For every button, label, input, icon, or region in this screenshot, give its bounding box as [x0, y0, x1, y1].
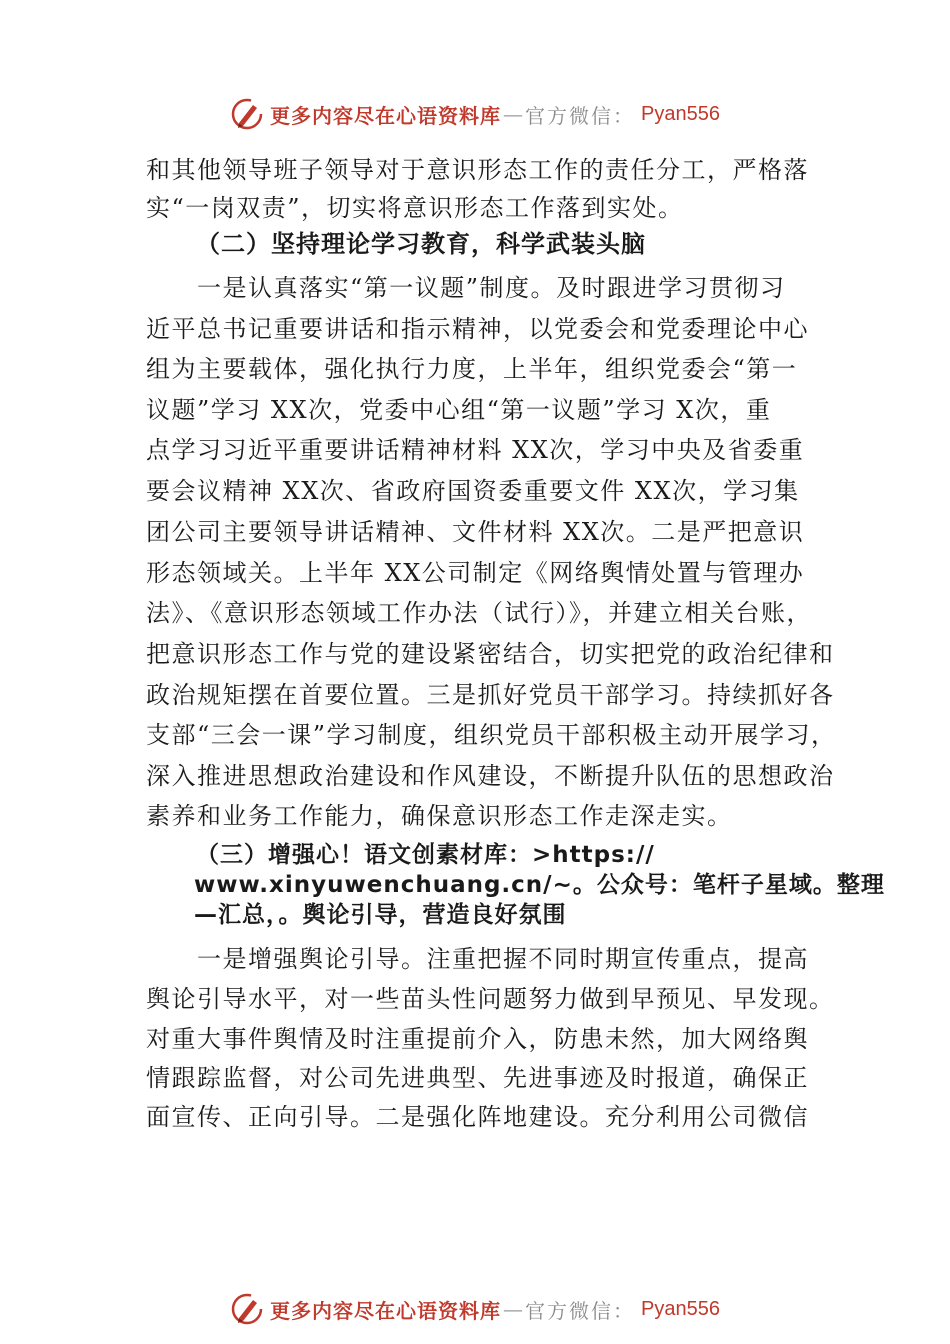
body-line: 深入推进思想政治建设和作风建设，不断提升队伍的思想政治	[146, 762, 835, 790]
body-line: 形态领域关。上半年 XX公司制定《网络舆情处置与管理办	[146, 559, 805, 587]
body-line: 和其他领导班子领导对于意识形态工作的责任分工，严格落	[146, 156, 809, 184]
banner-dash: —	[503, 102, 524, 126]
body-line: 议题”学习 XX次，党委中心组“第一议题”学习 X次，重	[146, 396, 772, 424]
body-line: 实“一岗双责”，切实将意识形态工作落到实处。	[146, 194, 684, 222]
body-line: 团公司主要领导讲话精神、文件材料 XX次。二是严把意识	[146, 518, 805, 546]
body-line: 对重大事件舆情及时注重提前介入，防患未然，加大网络舆	[146, 1025, 809, 1053]
banner-wechat-label: 官方微信：	[525, 1298, 636, 1323]
section-heading: （二）坚持理论学习教育，科学武装头脑	[196, 230, 646, 258]
body-line: 支部“三会一课”学习制度，组织党员干部积极主动开展学习，	[146, 721, 837, 749]
section-heading-cont: —汇总，。舆论引导，营造良好氛围	[194, 902, 567, 928]
banner-dash: —	[503, 1297, 524, 1321]
body-line: 要会议精神 XX次、省政府国资委重要文件 XX次，学习集	[146, 477, 800, 505]
banner-account-id: Pyan556	[641, 1297, 720, 1320]
header-banner	[0, 94, 950, 134]
body-line: 组为主要载体，强化执行力度，上半年，组织党委会“第一	[146, 355, 798, 383]
section-heading: （三）增强心！语文创素材库：>https://	[196, 842, 655, 868]
body-line: 素养和业务工作能力，确保意识形态工作走深走实。	[146, 802, 733, 830]
pen-logo-icon	[230, 1292, 264, 1326]
body-line: 点学习习近平重要讲话精神材料 XX次，学习中央及省委重	[146, 436, 805, 464]
body-line: 政治规矩摆在首要位置。三是抓好党员干部学习。持续抓好各	[146, 681, 835, 709]
body-line: 一是增强舆论引导。注重把握不同时期宣传重点，提高	[197, 945, 809, 973]
banner-title: 更多内容尽在心语资料库	[270, 103, 502, 128]
banner-account-id: Pyan556	[641, 102, 720, 125]
body-line: 一是认真落实“第一议题”制度。及时跟进学习贯彻习	[197, 274, 786, 302]
footer-banner	[0, 1289, 950, 1329]
body-line: 法》、《意识形态领域工作办法（试行）》，并建立相关台账，	[146, 599, 812, 627]
pen-logo-icon	[230, 97, 264, 131]
body-line: 面宣传、正向引导。二是强化阵地建设。充分利用公司微信	[146, 1103, 809, 1131]
banner-wechat-label: 官方微信：	[525, 103, 636, 128]
section-heading-cont: www.xinyuwenchuang.cn/~。公众号：笔杆子星域。整理	[194, 872, 885, 898]
body-line: 把意识形态工作与党的建设紧密结合，切实把党的政治纪律和	[146, 640, 835, 668]
banner-title: 更多内容尽在心语资料库	[270, 1298, 502, 1323]
body-line: 情跟踪监督，对公司先进典型、先进事迹及时报道，确保正	[146, 1064, 809, 1092]
body-line: 近平总书记重要讲话和指示精神，以党委会和党委理论中心	[146, 315, 809, 343]
body-line: 舆论引导水平，对一些苗头性问题努力做到早预见、早发现。	[146, 985, 835, 1013]
